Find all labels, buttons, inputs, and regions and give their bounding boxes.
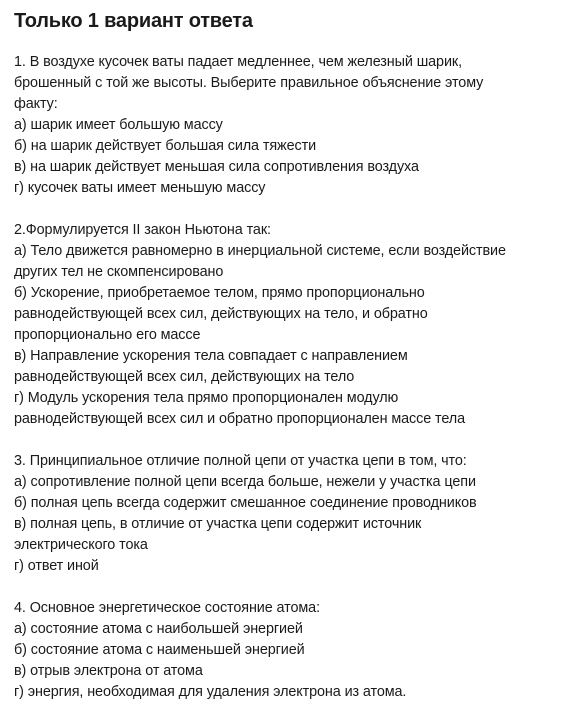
question-3-option-a: а) сопротивление полной цепи всегда больше, нежели у участка цепи [14, 474, 476, 490]
question-1-option-c: в) на шарик действует меньшая сила сопротивления воздуха [14, 159, 419, 175]
question-2-option-b: пропорционально его массе [14, 327, 201, 343]
question-2-option-c: в) Направление ускорения тела совпадает с направлением [14, 348, 408, 364]
question-2-option-c: равнодействующей всех сил, действующих на тело [14, 369, 355, 385]
question-2-option-d: г) Модуль ускорения тела прямо пропорционален модулю [14, 390, 399, 406]
question-2-option-a: а) Тело движется равномерно в инерциальной системе, если воздействие [14, 243, 506, 259]
question-4-option-b: б) состояние атома с наименьшей энергией [14, 642, 305, 658]
question-1 [14, 52, 572, 199]
question-2-option-a: других тел не скомпенсировано [14, 264, 224, 280]
question-1-option-a: а) шарик имеет большую массу [14, 117, 223, 133]
question-2-option-b: б) Ускорение, приобретаемое телом, прямо пропорционально [14, 285, 425, 301]
question-4-option-c: в) отрыв электрона от атома [14, 663, 203, 679]
question-3-option-b: б) полная цепь всегда содержит смешанное соединение проводников [14, 495, 477, 511]
page-title: Только 1 вариант ответа [14, 10, 253, 32]
question-2 [14, 220, 572, 430]
question-2-text: 2.Формулируется II закон Ньютона так: [14, 222, 271, 238]
question-1-option-b: б) на шарик действует большая сила тяжести [14, 138, 317, 154]
question-1-text: факту: [14, 96, 58, 112]
question-4-option-d: г) энергия, необходимая для удаления электрона из атома. [14, 684, 407, 700]
question-4-text: 4. Основное энергетическое состояние атома: [14, 600, 320, 616]
question-1-option-d: г) кусочек ваты имеет меньшую массу [14, 180, 266, 196]
question-2-option-d: равнодействующей всех сил и обратно пропорционален массе тела [14, 411, 465, 427]
question-4-option-a: а) состояние атома с наибольшей энергией [14, 621, 303, 637]
question-1-text: 1. В воздухе кусочек ваты падает медленнее, чем железный шарик, [14, 54, 462, 70]
question-2-option-b: равнодействующей всех сил, действующих на тело, и обратно [14, 306, 428, 322]
question-3-option-d: г) ответ иной [14, 558, 99, 574]
question-3-option-c: в) полная цепь, в отличие от участка цепи содержит источник [14, 516, 422, 532]
question-4 [14, 598, 572, 703]
question-3-option-c: электрического тока [14, 537, 148, 553]
question-3 [14, 451, 572, 577]
question-1-text: брошенный с той же высоты. Выберите правильное объяснение этому [14, 75, 484, 91]
question-3-text: 3. Принципиальное отличие полной цепи от участка цепи в том, что: [14, 453, 467, 469]
